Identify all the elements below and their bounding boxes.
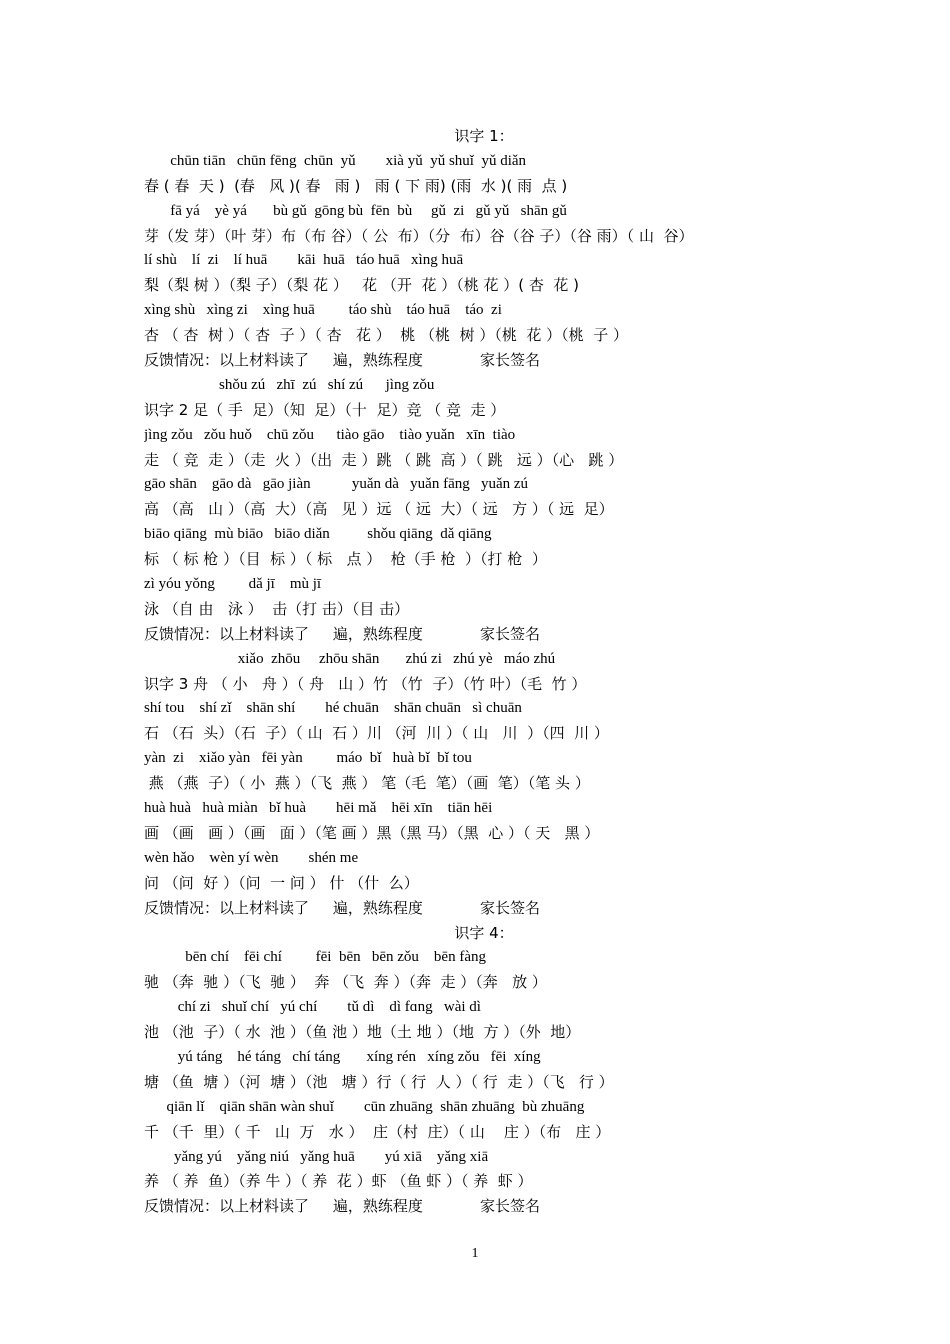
pinyin-line: chūn tiān chūn fēng chūn yǔ xià yǔ yǔ shuǐ yǔ diǎn xyxy=(144,152,527,169)
text-line: 走 （ 竞 走 ）（走 火 ）（出 走 ）跳 （ 跳 高 ）（ 跳 远 ）（心 跳 ） xyxy=(144,450,624,469)
text-line: 反馈情况：以上材料读了 遍，熟练程度 家长签名 xyxy=(144,351,541,370)
pinyin-line: xiǎo zhōu zhōu shān zhú zi zhú yè máo zhú xyxy=(144,650,556,667)
page-number: 1 xyxy=(471,1246,479,1261)
text-line: 养 （ 养 鱼）（养 牛 ）（ 养 花 ）虾 （鱼 虾 ）（ 养 虾 ） xyxy=(144,1172,533,1191)
text-line: 识字 1： xyxy=(454,127,514,145)
text-line: 塘 （鱼 塘 ）（河 塘 ）（池 塘 ）行（ 行 人 ）（ 行 走 ）（飞 行 ） xyxy=(144,1072,614,1091)
pinyin-line: huà huà huà miàn bǐ huà hēi mǎ hēi xīn tiān hēi xyxy=(144,800,493,817)
text-line: 石 （石 头）（石 子）（ 山 石 ）川 （河 川 ）（ 山 川 ）（四 川 ） xyxy=(144,724,609,743)
text-line: 芽（发 芽）（叶 芽）布（布 谷）（ 公 布）（分 布）谷（谷 子）（谷 雨）（ 山 谷） xyxy=(144,226,694,245)
text-line: 识字 4： xyxy=(454,923,514,942)
pinyin-line: gāo shān gāo dà gāo jiàn yuǎn dà yuǎn fāng yuǎn zú xyxy=(144,476,529,493)
text-line: 反馈情况：以上材料读了 遍，熟练程度 家长签名 xyxy=(144,898,541,917)
pinyin-line: bēn chí fēi chí fēi bēn bēn zǒu bēn fàng xyxy=(144,949,486,966)
pinyin-line: zì yóu yǒng dǎ jī mù jī xyxy=(144,576,322,593)
page-content xyxy=(144,124,824,1219)
pinyin-line: shǒu zú zhī zú shí zú jìng zǒu xyxy=(144,376,435,393)
text-line: 梨（梨 树 ）（梨 子）（梨 花 ） 花 （开 花 ）（桃 花 ）( 杏 花 ) xyxy=(144,276,580,295)
pinyin-line: xìng shù xìng zi xìng huā táo shù táo huā táo zi xyxy=(144,302,502,319)
text-line: 问 （问 好 ）（问 一 问 ） 什 （什 么） xyxy=(144,873,419,892)
pinyin-line: qiān lǐ qiān shān wàn shuǐ cūn zhuāng shān zhuāng bù zhuāng xyxy=(144,1098,585,1115)
text-line: 识字 2 足（ 手 足）（知 足）（十 足）竞 （ 竞 走 ） xyxy=(144,400,506,419)
pinyin-line: yú táng hé táng chí táng xíng rén xíng zǒu fēi xíng xyxy=(144,1048,541,1065)
text-line: 标 （ 标 枪 ）（目 标 ）（ 标 点 ） 枪（手 枪 ）（打 枪 ） xyxy=(144,550,547,569)
text-line: 池 （池 子）（ 水 池 ）（鱼 池 ）地（土 地 ）（地 方 ）（外 地） xyxy=(144,1023,581,1042)
text-line: 反馈情况：以上材料读了 遍，熟练程度 家长签名 xyxy=(144,1197,541,1216)
pinyin-line: lí shù lí zi lí huā kāi huā táo huā xìng huā xyxy=(144,252,464,269)
text-line: 驰 （奔 驰 ）（飞 驰 ） 奔 （飞 奔 ）（奔 走 ）（奔 放 ） xyxy=(144,973,547,992)
pinyin-line: fā yá yè yá bù gǔ gōng bù fēn bù gǔ zi gǔ yǔ shān gǔ xyxy=(144,202,567,219)
text-line: 高 （高 山 ）（高 大）（高 见 ）远 （ 远 大）（ 远 方 ）（ 远 足） xyxy=(144,500,614,519)
pinyin-line: chí zi shuǐ chí yú chí tǔ dì dì fɑng wài dì xyxy=(144,999,481,1016)
pinyin-line: jìng zǒu zǒu huǒ chū zǒu tiào gāo tiào yuǎn xīn tiào xyxy=(144,426,516,443)
pinyin-line: yǎng yú yǎng niú yǎng huā yú xiā yǎng xiā xyxy=(144,1148,489,1165)
text-line: 泳 （自 由 泳 ） 击（打 击）（目 击） xyxy=(144,599,410,618)
text-line: 识字 3 舟 （ 小 舟 ）（ 舟 山 ）竹 （竹 子）（竹 叶）（毛 竹 ） xyxy=(144,674,587,693)
pinyin-line: biāo qiāng mù biāo biāo diǎn shǒu qiāng dǎ qiāng xyxy=(144,526,492,543)
text-line: 杏 （ 杏 树 ）（ 杏 子 ）（ 杏 花 ） 桃 （桃 树 ）（桃 花 ）（桃 子 ） xyxy=(144,326,628,345)
text-line: 春 ( 春 天 ) (春 风 )( 春 雨 ) 雨 ( 下 雨) (雨 水 )( 雨 点 ) xyxy=(144,176,568,195)
pinyin-line: yàn zi xiǎo yàn fēi yàn máo bǐ huà bǐ bǐ tou xyxy=(144,750,472,767)
pinyin-line: wèn hǎo wèn yí wèn shén me xyxy=(144,849,359,866)
text-line: 千 （千 里）（ 千 山 万 水 ） 庄（村 庄）（ 山 庄 ）（布 庄 ） xyxy=(144,1122,611,1141)
text-line: 反馈情况：以上材料读了 遍，熟练程度 家长签名 xyxy=(144,624,541,643)
text-line: 燕 （燕 子）（ 小 燕 ）（飞 燕 ） 笔（毛 笔）（画 笔）（笔 头 ） xyxy=(144,774,590,793)
text-line: 画 （画 画 ）（画 面 ）（笔 画 ）黑（黑 马）（黑 心 ）（ 天 黑 ） xyxy=(144,823,600,842)
pinyin-line: shí tou shí zǐ shān shí hé chuān shān chuān sì chuān xyxy=(144,700,522,717)
